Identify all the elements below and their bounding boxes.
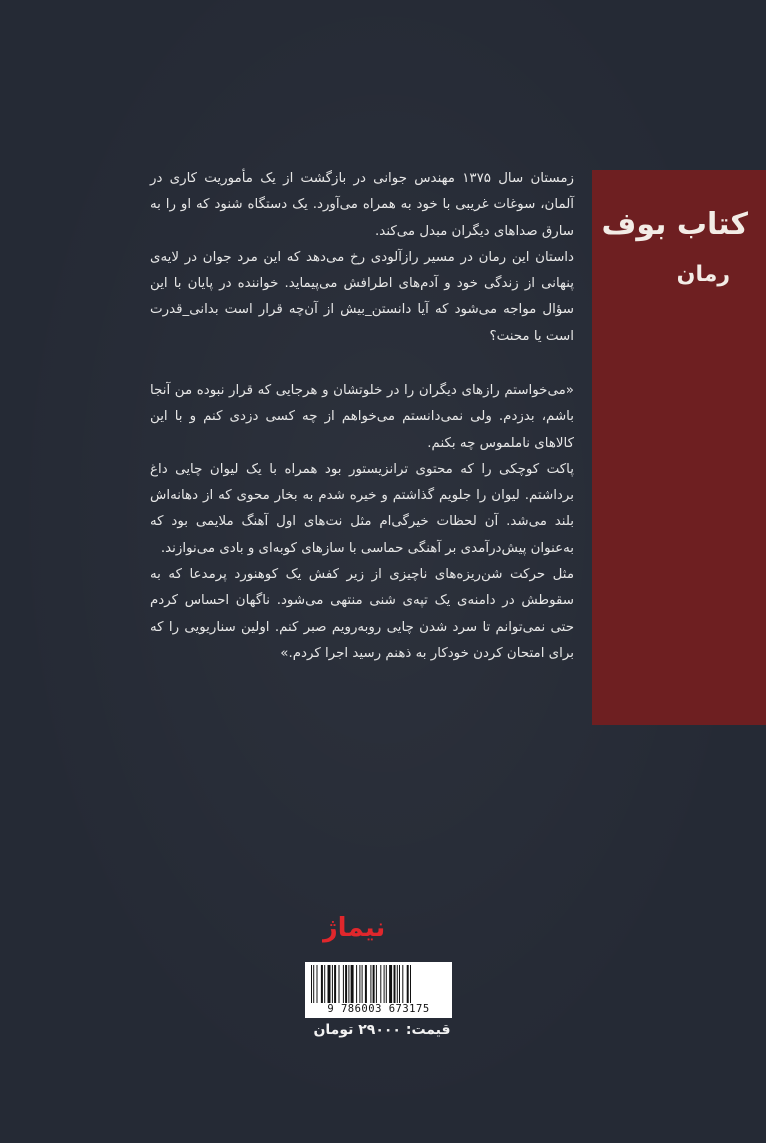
series-genre: رمان [676,262,730,287]
barcode-bar [311,965,312,1003]
barcode-bar [313,965,314,1003]
barcode-bar [399,965,400,1003]
series-panel [592,170,766,725]
excerpt-paragraph: «می‌خواستم رازهای دیگران را در خلوتشان و هرجایی که قرار نبوده من آنجا باشم، بدزدم. ولی نمی‌دانستم می‌خواهم از چه کسی دزدی کنم و با این کالاهای ناملموس چه بکنم. [150,383,574,451]
publisher-logo-text: نیماژ [322,913,386,943]
barcode-bar [359,965,360,1003]
barcode-bar [345,965,347,1003]
barcode-bar [373,965,375,1003]
barcode-bar [384,965,385,1003]
barcode-bars [309,965,448,1003]
series-title: کتاب بوف [601,207,748,242]
barcode-bar [351,965,354,1003]
barcode-bar [386,965,387,1003]
barcode-bar [376,965,377,1003]
barcode-bar [324,965,325,1003]
barcode-bar [362,965,363,1003]
excerpt-paragraph: پاکت کوچکی را که محتوی ترانزیستور بود همراه با یک لیوان چایی داغ برداشتم. لیوان را جلویم گذاشتم و خیره شدم به بخار محوی که از دهانه‌اش بلند می‌شد. آن لحظات خیرگی‌ام مثل نت‌های اول آهنگ ملایمی بود که به‌عنوان پیش‌درآمدی بر آهنگی حماسی با سازهای کوبه‌ای و بادی می‌نوازند. [150,461,574,556]
synopsis [150,166,574,350]
barcode-bar [365,965,367,1003]
barcode-bar [343,965,344,1003]
barcode-bar [317,965,318,1003]
synopsis-paragraph: زمستان سال ۱۳۷۵ مهندس جوانی در بازگشت از یک مأموریت کاری در آلمان، سوغات غریبی با خود به همراه می‌آورد. یک دستگاه شنود که او را به سارق صداهای دیگران مبدل می‌کند. [150,171,574,239]
excerpt-paragraph: مثل حرکت شن‌ریزه‌های ناچیزی از زیر کفش یک کوهنورد پرمدعا که به سقوطش در دامنه‌ی یک تپه‌ی شنی منتهی می‌شود. ناگهان احساس کردم حتی نمی‌توانم تا سرد شدن چایی روبه‌رویم صبر کنم. اولین سناریویی را که برای امتحان کردن خودکار به ذهنم رسید اجرا کردم.» [150,567,574,661]
publisher-logo [322,904,386,948]
barcode-bar [328,965,331,1003]
barcode-bar [380,965,381,1003]
barcode-bar [334,965,336,1003]
barcode-bar [348,965,349,1003]
barcode-bar [339,965,340,1003]
price-label: قیمت: ۲۹۰۰۰ تومان [313,1022,451,1038]
barcode-bar [332,965,333,1003]
barcode-bar [407,965,409,1003]
barcode-bar [356,965,357,1003]
barcode-bar [410,965,411,1003]
excerpt [150,378,574,667]
barcode-bar [370,965,371,1003]
barcode [305,962,452,1018]
barcode-digits: 9 786003 673175 [327,1003,430,1015]
barcode-bar [397,965,398,1003]
barcode-bar [321,965,323,1003]
barcode-bar [394,965,396,1003]
barcode-bar [402,965,403,1003]
barcode-bar [389,965,392,1003]
synopsis-paragraph: داستان این رمان در مسیر رازآلودی رخ می‌دهد که این مرد جوان در لایه‌ی پنهانی از زندگی خود و آدم‌های اطرافش می‌پیماید. خواننده در پایان با این سؤال مواجه می‌شود که آیا دانستن_بیش از آن‌چه قرار است بدانی_قدرت است یا محنت؟ [150,249,574,344]
